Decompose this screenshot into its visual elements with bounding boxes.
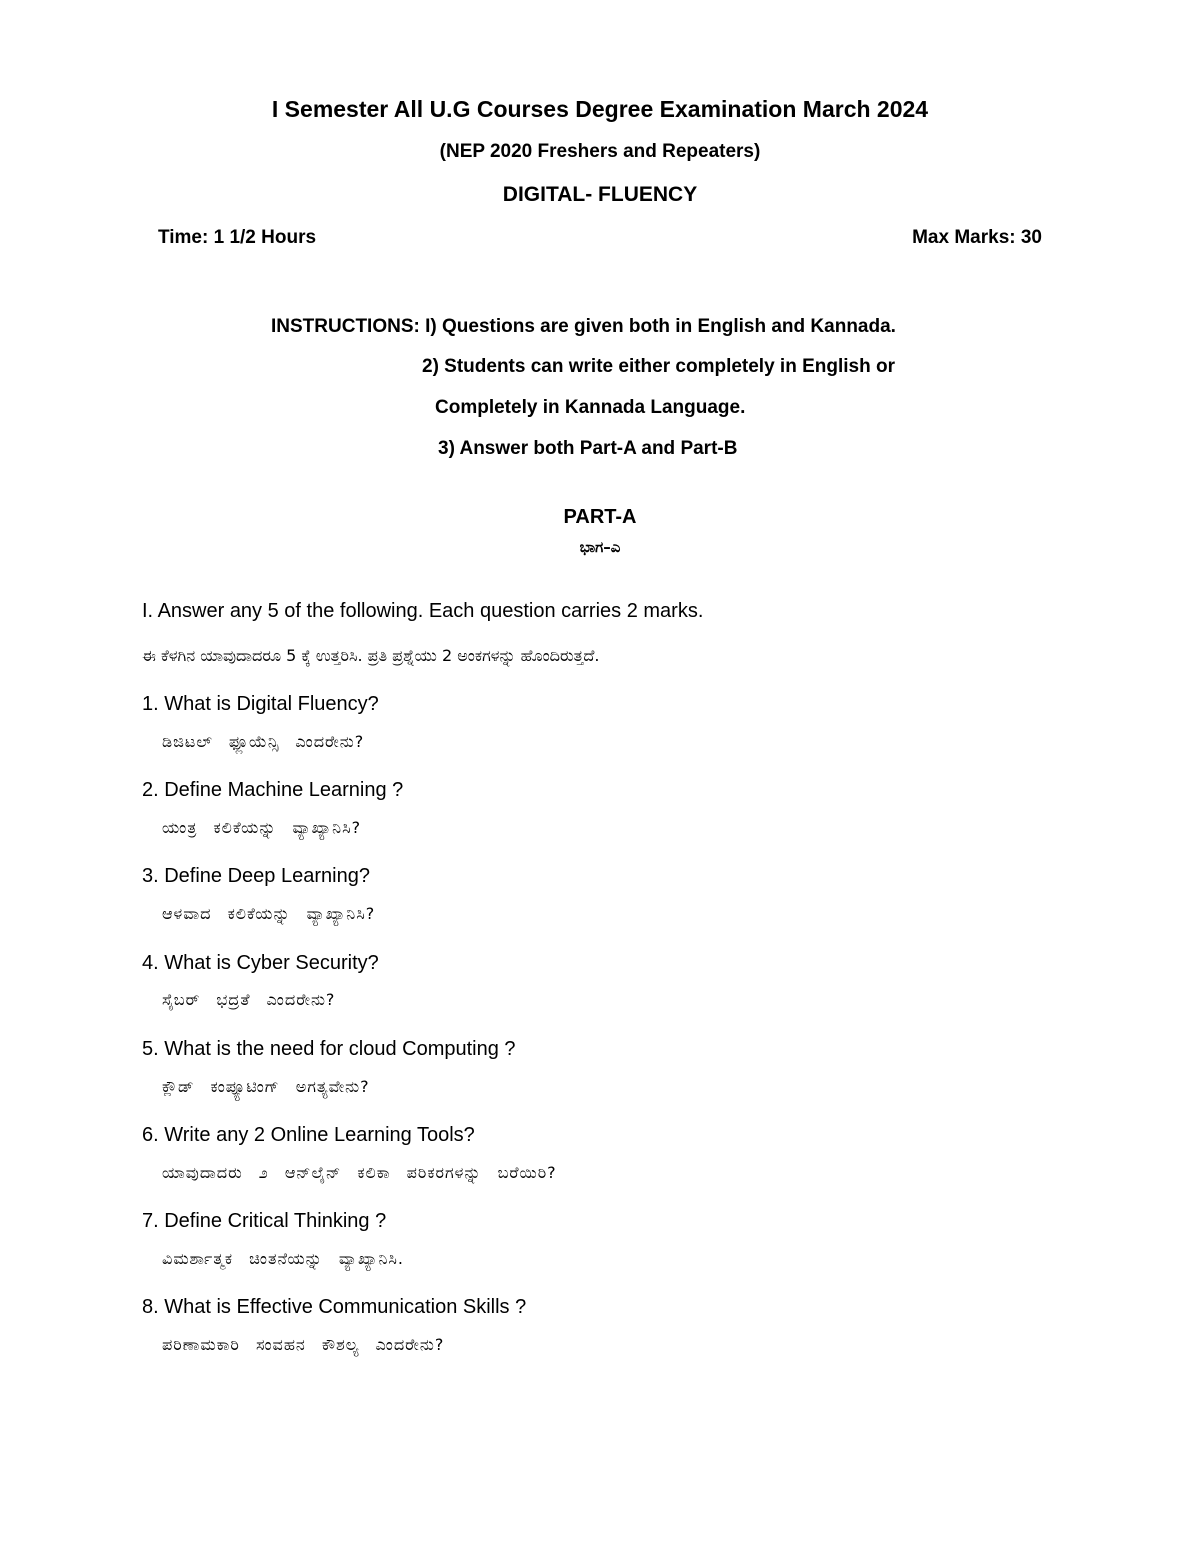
question-7: 7. Define Critical Thinking ? — [142, 1210, 387, 1232]
question-1-kannada: ಡಿಜಿಟಲ್ ಫ್ಲೂಯೆನ್ಸಿ ಎಂದರೇನು? — [162, 732, 365, 751]
exam-title: I Semester All U.G Courses Degree Examination March 2024 — [271, 96, 929, 122]
question-7-kannada: ವಿಮರ್ಶಾತ್ಮಕ ಚಿಂತನೆಯನ್ನು ವ್ಯಾಖ್ಯಾನಿಸಿ. — [162, 1249, 405, 1268]
instruction-line-1: INSTRUCTIONS: I) Questions are given both in English and Kannada. — [271, 316, 896, 337]
exam-duration: Time: 1 1/2 Hours — [158, 227, 317, 248]
section-heading: I. Answer any 5 of the following. Each question carries 2 marks. — [142, 600, 704, 622]
exam-subtitle: (NEP 2020 Freshers and Repeaters) — [439, 141, 761, 162]
question-3-kannada: ಆಳವಾದ ಕಲಿಕೆಯನ್ನು ವ್ಯಾಖ್ಯಾನಿಸಿ? — [162, 904, 376, 923]
question-6-kannada: ಯಾವುದಾದರು ೨ ಆನ್‌ಲೈನ್ ಕಲಿಕಾ ಪರಿಕರಗಳನ್ನು ಬರೆಯಿರಿ? — [162, 1163, 557, 1182]
question-1: 1. What is Digital Fluency? — [142, 693, 379, 715]
instruction-line-3: Completely in Kannada Language. — [435, 397, 746, 418]
instruction-line-2: 2) Students can write either completely in English or — [422, 356, 895, 377]
max-marks: Max Marks: 30 — [912, 227, 1042, 248]
section-heading-kannada: ಈ ಕೆಳಗಿನ ಯಾವುದಾದರೂ 5 ಕ್ಕೆ ಉತ್ತರಿಸಿ. ಪ್ರತಿ ಪ್ರಶ್ನೆಯು 2 ಅಂಕಗಳನ್ನು ಹೊಂದಿರುತ್ತದೆ. — [142, 646, 600, 665]
question-6: 6. Write any 2 Online Learning Tools? — [142, 1124, 475, 1146]
question-5: 5. What is the need for cloud Computing ? — [142, 1038, 516, 1060]
question-3: 3. Define Deep Learning? — [142, 865, 370, 887]
question-2: 2. Define Machine Learning ? — [142, 779, 404, 801]
question-5-kannada: ಕ್ಲೌಡ್ ಕಂಪ್ಯೂಟಿಂಗ್ ಅಗತ್ಯವೇನು? — [162, 1077, 370, 1096]
part-a-title: PART-A — [563, 506, 637, 528]
question-4-kannada: ಸೈಬರ್ ಭದ್ರತೆ ಎಂದರೇನು? — [162, 990, 336, 1009]
subject-title: DIGITAL- FLUENCY — [502, 183, 698, 206]
question-4: 4. What is Cyber Security? — [142, 952, 379, 974]
question-8: 8. What is Effective Communication Skills ? — [142, 1296, 527, 1318]
question-2-kannada: ಯಂತ್ರ ಕಲಿಕೆಯನ್ನು ವ್ಯಾಖ್ಯಾನಿಸಿ? — [162, 818, 362, 837]
part-a-title-kannada: ಭಾಗ–ಎ — [579, 538, 621, 556]
question-8-kannada: ಪರಿಣಾಮಕಾರಿ ಸಂವಹನ ಕೌಶಲ್ಯ ಎಂದರೇನು? — [162, 1335, 445, 1354]
instruction-line-4: 3) Answer both Part-A and Part-B — [438, 438, 738, 459]
